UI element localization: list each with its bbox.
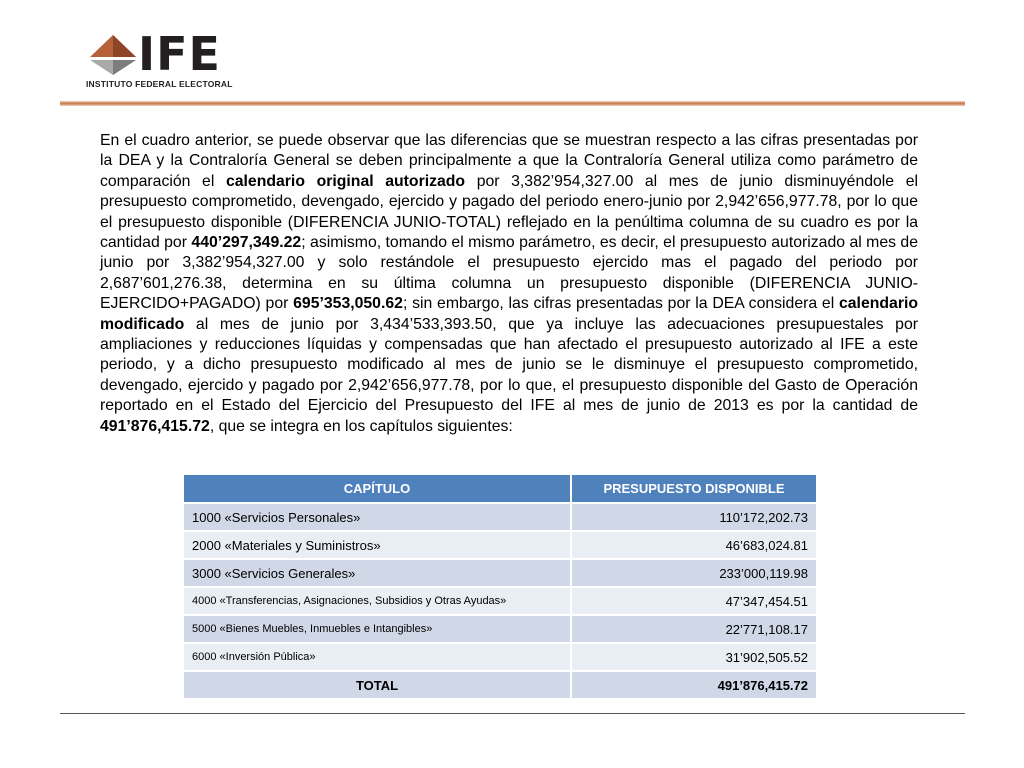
table-header-row bbox=[183, 474, 817, 503]
paragraph-text: ; sin embargo, las cifras presentadas por la DEA considera el bbox=[402, 295, 839, 313]
amount-cell: 110’172,202.73 bbox=[571, 503, 817, 531]
table-row bbox=[183, 615, 817, 643]
capitulo-cell: 5000 «Bienes Muebles, Inmuebles e Intangibles» bbox=[183, 615, 571, 643]
total-amount: 491’876,415.72 bbox=[571, 671, 817, 699]
table-row bbox=[183, 643, 817, 671]
paragraph-text: por 3,382’954,327.00 al mes de junio disminuyéndole el presupuesto comprometido, devengado, ejercido y pagado del periodo enero-junio por 2,942’656,977.78, por lo que el presupuesto disponible (DIFERENCIA JUNIO-TOTAL) reflejado en la penúltima columna de su cuadro es por la cantidad por bbox=[100, 172, 918, 252]
paragraph-bold-text: calendario original autorizado bbox=[225, 172, 466, 190]
paragraph-bold-text: calendario modificado bbox=[100, 295, 918, 333]
capitulo-cell: 1000 «Servicios Personales» bbox=[183, 503, 571, 531]
column-header-presupuesto: PRESUPUESTO DISPONIBLE bbox=[571, 474, 817, 503]
paragraph-text: En el cuadro anterior, se puede observar que las diferencias que se muestran respecto a las cifras presentadas por la DEA y la Contraloría General se deben principalmente a que la Contraloría General utiliza como parámetro de comparación el bbox=[100, 132, 918, 190]
capitulo-cell: 4000 «Transferencias, Asignaciones, Subsidios y Otras Ayudas» bbox=[183, 587, 571, 615]
logo-subtitle: INSTITUTO FEDERAL ELECTORAL bbox=[86, 79, 233, 89]
footer-rule bbox=[60, 713, 965, 714]
amount-cell: 47’347,454.51 bbox=[571, 587, 817, 615]
table-row bbox=[183, 587, 817, 615]
ife-logo bbox=[84, 27, 254, 93]
paragraph-text: ; asimismo, tomando el mismo parámetro, es decir, el presupuesto autorizado al mes de junio por 3,382’954,327.00 y solo restándole el presupuesto ejercido mas el pagado del periodo por 2,687’601,276.38, determina en su última columna un presupuesto disponible (DIFERENCIA JUNIO-EJERCIDO+PAGADO) por bbox=[100, 234, 918, 313]
capitulo-cell: 6000 «Inversión Pública» bbox=[183, 643, 571, 671]
paragraph-bold-amount: 440’297,349.22 bbox=[191, 234, 302, 252]
paragraph-text: , que se integra en los capítulos siguientes: bbox=[209, 417, 513, 435]
body-paragraph bbox=[100, 131, 918, 437]
logo-wordmark: IFE bbox=[138, 27, 221, 81]
amount-cell: 46’683,024.81 bbox=[571, 531, 817, 559]
paragraph-bold-amount: 491’876,415.72 bbox=[100, 417, 210, 435]
table-row bbox=[183, 503, 817, 531]
column-header-capitulo: CAPÍTULO bbox=[183, 474, 571, 503]
total-label: TOTAL bbox=[183, 671, 571, 699]
table-row bbox=[183, 559, 817, 587]
table-row bbox=[183, 531, 817, 559]
table-total-row bbox=[183, 671, 817, 699]
amount-cell: 31’902,505.52 bbox=[571, 643, 817, 671]
amount-cell: 22’771,108.17 bbox=[571, 615, 817, 643]
paragraph-bold-amount: 695’353,050.62 bbox=[293, 295, 403, 313]
paragraph-text: al mes de junio por 3,434’533,393.50, que ya incluye las adecuaciones presupuestales por ampliaciones y reducciones líquidas y compensadas que han afectado el presupuesto autorizado al IFE a este periodo, y a dicho presupuesto modificado al mes de junio se le disminuye el presupuesto comprometido, devengado, ejercido y pagado por 2,942’656,977.78, por lo que, el presupuesto disponible del Gasto de Operación reportado en el Estado del Ejercicio del Presupuesto del IFE al mes de junio de 2013 es por la cantidad de bbox=[100, 315, 918, 415]
ife-diamond-logo-icon bbox=[84, 33, 142, 77]
amount-cell: 233’000,119.98 bbox=[571, 559, 817, 587]
header-rule bbox=[60, 101, 965, 106]
capitulo-cell: 3000 «Servicios Generales» bbox=[183, 559, 571, 587]
budget-table bbox=[182, 473, 818, 700]
capitulo-cell: 2000 «Materiales y Suministros» bbox=[183, 531, 571, 559]
